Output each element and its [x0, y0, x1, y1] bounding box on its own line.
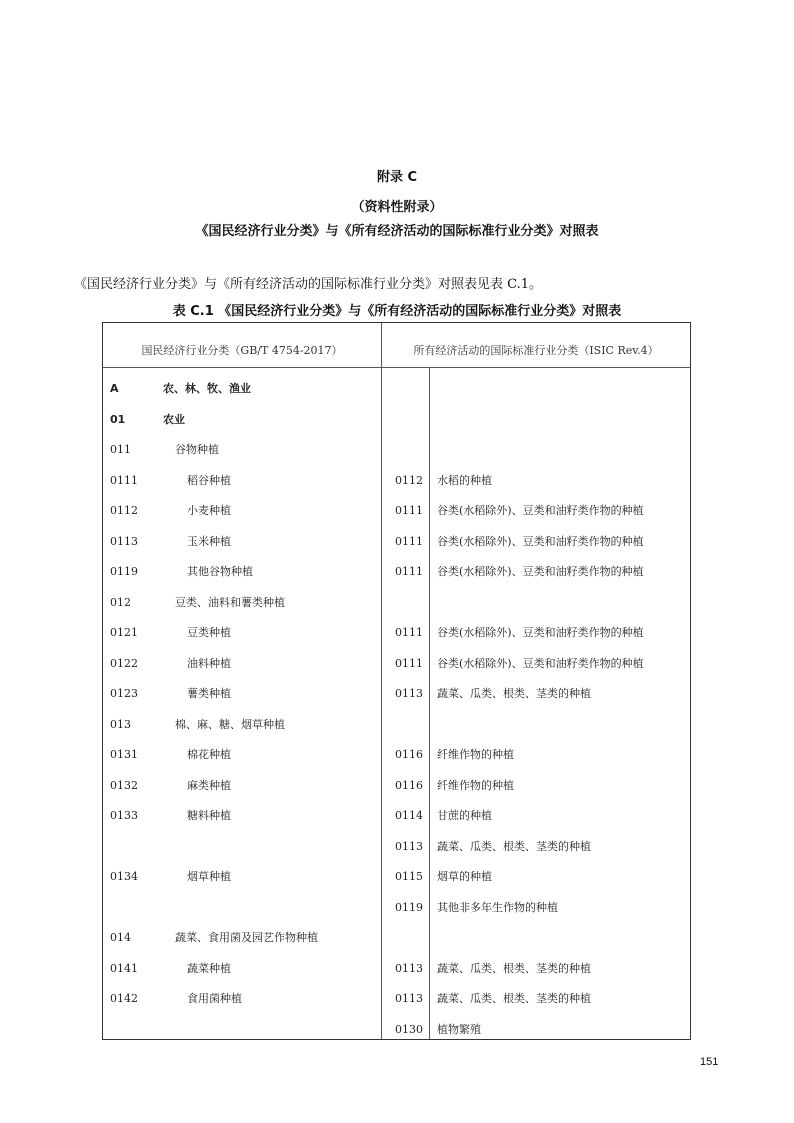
intro-paragraph: 《国民经济行业分类》与《所有经济活动的国际标准行业分类》对照表见表 C.1。 [74, 277, 543, 292]
row-isic-name: 纤维作物的种植 [437, 748, 514, 761]
row-code: 0113 [110, 535, 138, 548]
row-code: 0111 [110, 474, 138, 487]
row-code: 0132 [110, 779, 138, 792]
row-code: 014 [110, 931, 131, 944]
row-isic-name: 蔬菜、瓜类、根类、茎类的种植 [437, 687, 591, 700]
row-code: 0123 [110, 687, 138, 700]
row-name: 烟草种植 [187, 870, 231, 883]
row-name: 油料种植 [187, 657, 231, 670]
row-code: 0142 [110, 992, 138, 1005]
row-name: 蔬菜、食用菌及园艺作物种植 [175, 931, 318, 944]
row-isic-code: 0111 [395, 535, 423, 548]
correspondence-table [102, 322, 691, 1040]
row-isic-code: 0112 [395, 474, 423, 487]
row-name: 稻谷种植 [187, 474, 231, 487]
row-isic-name: 甘蔗的种植 [437, 809, 492, 822]
row-name: 薯类种植 [187, 687, 231, 700]
row-name: 小麦种植 [187, 504, 231, 517]
table-caption: 表 C.1 《国民经济行业分类》与《所有经济活动的国际标准行业分类》对照表 [172, 304, 622, 319]
column-divider-isic [429, 367, 430, 1039]
row-code: A [110, 382, 119, 395]
row-isic-name: 谷类(水稻除外)、豆类和油籽类作物的种植 [437, 565, 644, 578]
row-isic-code: 0113 [395, 992, 423, 1005]
row-code: 013 [110, 718, 131, 731]
row-code: 0112 [110, 504, 138, 517]
row-name: 农业 [163, 413, 185, 426]
row-isic-code: 0111 [395, 657, 423, 670]
row-code: 0141 [110, 962, 138, 975]
row-isic-name: 烟草的种植 [437, 870, 492, 883]
column-divider-main [381, 323, 382, 1039]
row-isic-code: 0111 [395, 626, 423, 639]
row-isic-name: 蔬菜、瓜类、根类、茎类的种植 [437, 962, 591, 975]
row-code: 011 [110, 443, 131, 456]
row-name: 农、林、牧、渔业 [163, 382, 251, 395]
row-isic-code: 0119 [395, 901, 423, 914]
row-isic-code: 0111 [395, 565, 423, 578]
row-isic-code: 0130 [395, 1023, 423, 1036]
row-name: 豆类种植 [187, 626, 231, 639]
row-name: 玉米种植 [187, 535, 231, 548]
row-code: 0122 [110, 657, 138, 670]
row-code: 012 [110, 596, 131, 609]
row-name: 糖料种植 [187, 809, 231, 822]
row-name: 棉花种植 [187, 748, 231, 761]
row-isic-name: 其他非多年生作物的种植 [437, 901, 558, 914]
row-name: 其他谷物种植 [187, 565, 253, 578]
appendix-title: 附录 C [376, 170, 418, 185]
row-isic-name: 谷类(水稻除外)、豆类和油籽类作物的种植 [437, 535, 644, 548]
row-isic-code: 0116 [395, 748, 423, 761]
row-code: 0133 [110, 809, 138, 822]
row-isic-name: 植物繁殖 [437, 1023, 481, 1036]
right-column-header: 所有经济活动的国际标准行业分类（ISIC Rev.4） [413, 344, 659, 357]
row-name: 蔬菜种植 [187, 962, 231, 975]
row-isic-name: 谷类(水稻除外)、豆类和油籽类作物的种植 [437, 504, 644, 517]
row-name: 豆类、油料和薯类种植 [175, 596, 285, 609]
row-isic-name: 蔬菜、瓜类、根类、茎类的种植 [437, 992, 591, 1005]
row-isic-code: 0111 [395, 504, 423, 517]
row-name: 麻类种植 [187, 779, 231, 792]
left-column-header: 国民经济行业分类（GB/T 4754-2017） [141, 344, 343, 357]
row-code: 0134 [110, 870, 138, 883]
row-isic-name: 谷类(水稻除外)、豆类和油籽类作物的种植 [437, 657, 644, 670]
row-isic-name: 蔬菜、瓜类、根类、茎类的种植 [437, 840, 591, 853]
row-isic-code: 0113 [395, 687, 423, 700]
row-isic-code: 0116 [395, 779, 423, 792]
row-isic-code: 0114 [395, 809, 423, 822]
appendix-note: （资料性附录） [351, 200, 443, 215]
row-isic-name: 谷类(水稻除外)、豆类和油籽类作物的种植 [437, 626, 644, 639]
page-number: 151 [700, 1056, 719, 1068]
row-isic-code: 0113 [395, 962, 423, 975]
row-code: 0119 [110, 565, 138, 578]
row-isic-code: 0113 [395, 840, 423, 853]
row-isic-name: 水稻的种植 [437, 474, 492, 487]
row-name: 谷物种植 [175, 443, 219, 456]
row-code: 0121 [110, 626, 138, 639]
appendix-subtitle: 《国民经济行业分类》与《所有经济活动的国际标准行业分类》对照表 [195, 224, 599, 239]
header-divider [103, 367, 690, 368]
row-isic-code: 0115 [395, 870, 423, 883]
row-name: 食用菌种植 [187, 992, 242, 1005]
row-code: 0131 [110, 748, 138, 761]
row-isic-name: 纤维作物的种植 [437, 779, 514, 792]
row-name: 棉、麻、糖、烟草种植 [175, 718, 285, 731]
row-code: 01 [110, 413, 126, 426]
